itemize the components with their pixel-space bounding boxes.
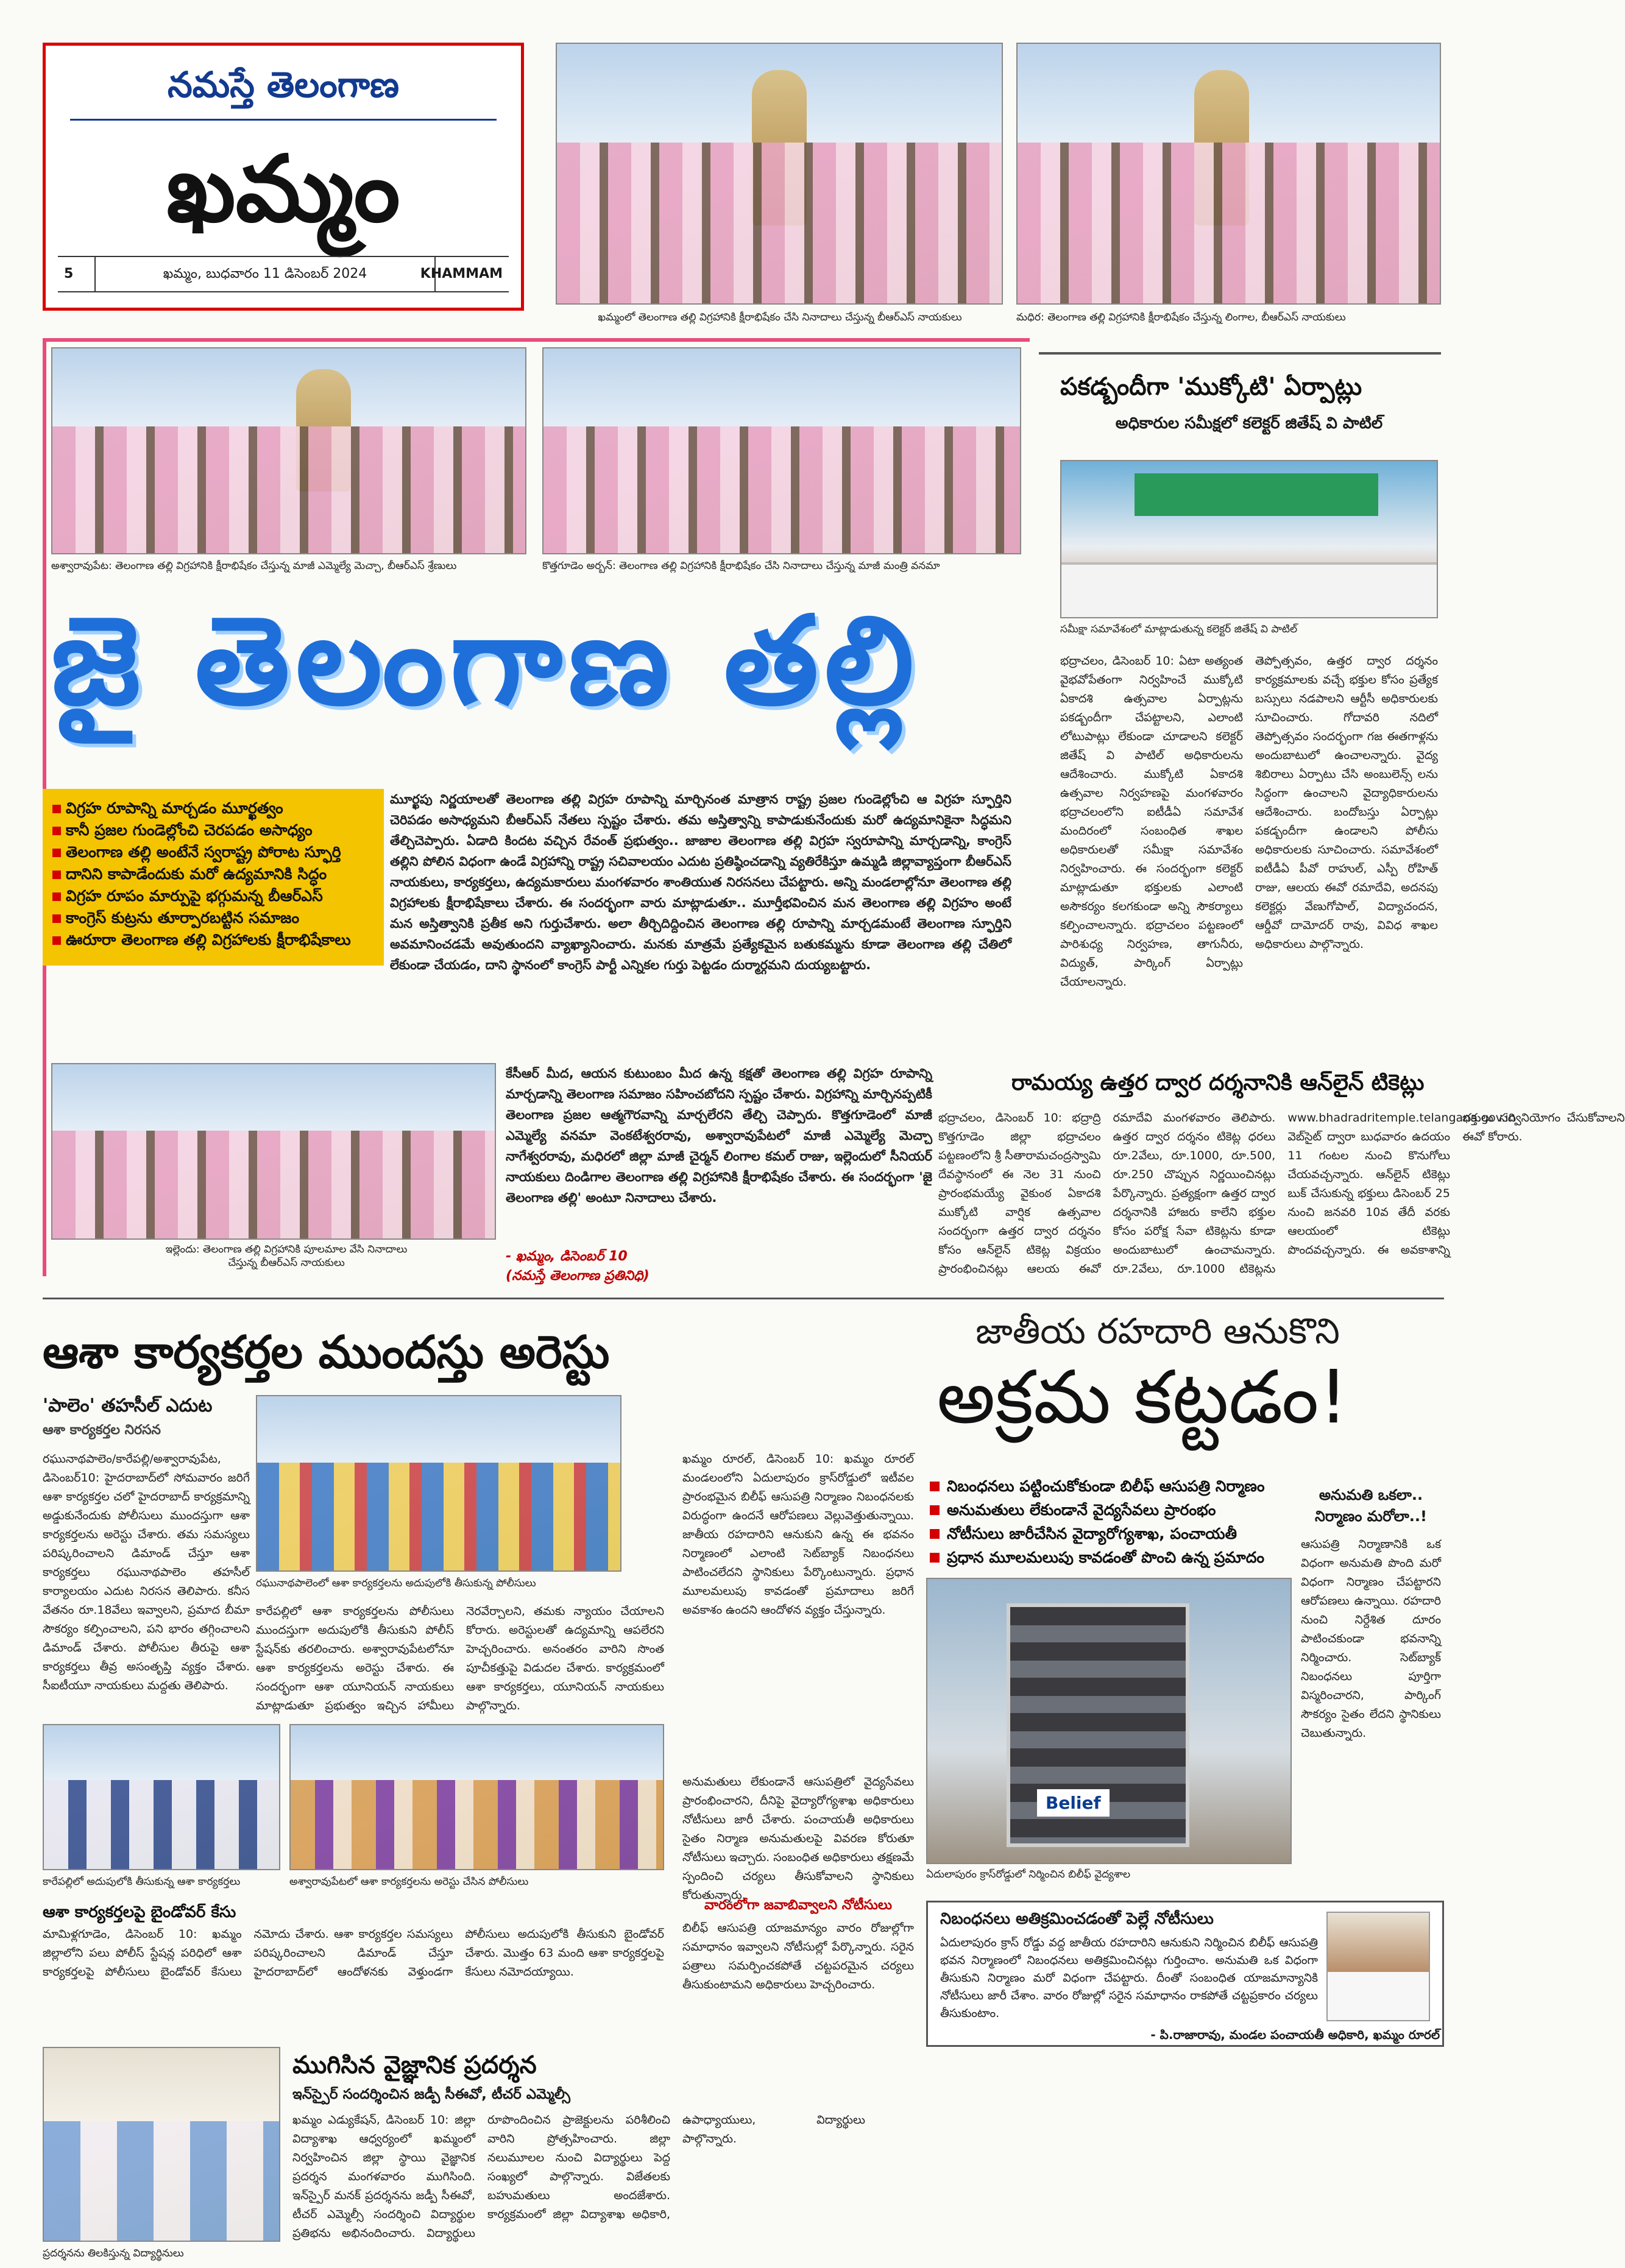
highway-photo-caption: ఏదులాపురం క్రాస్‌రోడ్డులో నిర్మించిన బిలీఫ్ వైద్యశాల	[926, 1868, 1130, 1881]
official-portrait	[1326, 1912, 1430, 2021]
paper-name: నమస్తే తెలంగాణ	[168, 64, 399, 105]
lead-bullet: తెలంగాణ తల్లి అంటేనే స్వరాష్ట్ర పోరాట స్ఫూర్తి	[48, 841, 379, 863]
ramayya-headline: రామయ్య ఉత్తర ద్వార దర్శనానికి ఆన్‌లైన్ టికెట్లు	[1011, 1070, 1425, 1095]
ramayya-body: భద్రాచలం, డిసెంబర్ 10: భద్రాద్రి కొత్తగూడెం జిల్లా భద్రాచలం పట్టణంలోని శ్రీ సీతారామచంద్రస్వామి దేవస్థానంలో ఈ నెల 31 నుంచి ప్రారంభమయ్యే వైకుంఠ ఏకాదశి ముక్కోటి వార్షిక ఉత్సవాల సందర్భంగా ఉత్తర ద్వార దర్శనం కోసం ఆన్‌లైన్ టికెట్ల విక్రయం ప్రారంభించినట్లు ఆలయ ఈవో రమాదేవి మంగళవారం తెలిపారు. ఉత్తర ద్వార దర్శనం టికెట్ల ధరలు రూ.2వేలు, రూ.1000, రూ.500, రూ.250 చొప్పున నిర్ణయించినట్లు పేర్కొన్నారు. ప్రత్యక్షంగా ఉత్తర ద్వార దర్శనానికి హాజరు కాలేని భక్తుల కోసం పరోక్ష సేవా టికెట్లను కూడా అందుబాటులో ఉంచామన్నారు. రూ.2వేలు, రూ.1000 టికెట్లను www.bhadradritemple.telangana.gov.in వెబ్‌సైట్ ద్వారా బుధవారం ఉదయం 11 గంటల నుంచి కొనుగోలు చేయవచ్చన్నారు. ఆన్‌లైన్ టికెట్లు బుక్ చేసుకున్న భక్తులు డిసెంబర్ 25 నుంచి జనవరి 10వ తేదీ వరకు ఆలయంలో టికెట్లు పొందవచ్చన్నారు. ఈ అవకాశాన్ని భక్తులు సద్వినియోగం చేసుకోవాలని ఈవో కోరారు.	[938, 1111, 1625, 1276]
right-column-top-rule	[1039, 352, 1441, 355]
highway-bullet: నిబంధనలు పట్టించుకోకుండా బిలీఫ్ ఆసుపత్రి నిర్మాణం	[926, 1474, 1292, 1498]
top-photo-khammam	[556, 43, 1003, 305]
masthead-footer	[58, 256, 509, 292]
highway-body-1: ఖమ్మం రూరల్, డిసెంబర్ 10: ఖమ్మం రూరల్ మండలంలోని ఏదులాపురం క్రాస్‌రోడ్డులో ఇటీవల ప్రారంభమైన బిలీఫ్ ఆసుపత్రి నిర్మాణం నిబంధనలకు విరుద్ధంగా ఉందనే ఆరోపణలు వెల్లువెత్తుతున్నాయి. జాతీయ రహదారిని ఆనుకుని ఉన్న ఈ భవనం నిర్మాణంలో ఎలాంటి సెట్‌బ్యాక్ నిబంధనలు పాటించలేదని స్థానికులు పేర్కొంటున్నారు. ప్రధాన మూలమలుపు కావడంతో ప్రమాదాలు జరిగే అవకాశం ఉందని ఆందోళన వ్యక్తం చేస్తున్నారు.	[682, 1452, 914, 1617]
asha-headline: ఆశా కార్యకర్తల ముందస్తు అరెస్టు	[43, 1326, 610, 1379]
photo-crowd	[291, 1780, 663, 1869]
science-photo-caption: ప్రదర్శనను తిలకిస్తున్న విద్యార్థినులు	[43, 2247, 184, 2259]
top-photo-caption-1: ఖమ్మంలో తెలంగాణ తల్లి విగ్రహానికి క్షీరాభిషేకం చేసి నినాదాలు చేస్తున్న బీఆర్ఎస్ నాయకులు	[598, 311, 962, 323]
binding-headline: ఆశా కార్యకర్తలపై బైండోవర్ కేసు	[43, 1903, 236, 1921]
photo-crowd	[52, 426, 525, 553]
lead-photo-2	[542, 347, 1021, 554]
asha-subkicker: ఆశా కార్యకర్తల నిరసన	[43, 1422, 161, 1438]
asha-photo-2	[43, 1724, 280, 1870]
lead-photo-caption-2: కొత్తగూడెం అర్బన్: తెలంగాణ తల్లి విగ్రహానికి క్షీరాభిషేకం చేసి నినాదాలు చేస్తున్న మాజీ మంత్రి వనమా	[542, 560, 940, 572]
photo-sky	[52, 348, 525, 426]
meeting-table	[1061, 562, 1437, 617]
edition-name: KHAMMAM	[420, 266, 503, 281]
lead-bullet: విగ్రహ రూపాన్ని మార్చడం మూర్ఖత్వం	[48, 797, 379, 819]
mukkoti-body-1: భద్రాచలం, డిసెంబర్ 10: ఏటా అత్యంత వైభవోపేతంగా నిర్వహించే ముక్కోటి ఏకాదశి ఉత్సవాల ఏర్పాట్లను పకడ్బందీగా చేపట్టాలని, ఎలాంటి లోటుపాట్లు లేకుండా చూడాలని కలెక్టర్ జితేష్ వి పాటిల్ అధికారులను ఆదేశించారు. ముక్కోటి ఏకాదశి ఉత్సవాల నిర్వహణపై మంగళవారం భద్రాచలంలోని ఐటీడీఏ సమావేశ మందిరంలో సంబంధిత శాఖల అధికారులతో సమీక్షా సమావేశం నిర్వహించారు. ఈ సందర్భంగా కలెక్టర్ మాట్లాడుతూ భక్తులకు ఎలాంటి అసౌకర్యం కలగకుండా అన్ని సౌకర్యాలు కల్పించాలన్నారు. భద్రాచలం పట్టణంలో పారిశుధ్య నిర్వహణ, తాగునీరు, విద్యుత్, పార్కింగ్ ఏర్పాట్లు చేయాలన్నారు.	[1060, 654, 1243, 989]
side-body: ఆసుపత్రి నిర్మాణానికి ఒక విధంగా అనుమతి పొంది మరో విధంగా నిర్మాణం చేపట్టారని ఆరోపణలు ఉన్నాయి. రహదారి నుంచి నిర్దేశిత దూరం పాటించకుండా భవనాన్ని నిర్మించారు. సెట్‌బ్యాక్ నిబంధనలు పూర్తిగా విస్మరించారని, పార్కింగ్ సౌకర్యం సైతం లేదని స్థానికులు చెబుతున్నారు.	[1301, 1538, 1441, 1740]
photo-sky	[44, 1725, 279, 1780]
notice-box-body: ఏదులాపురం క్రాస్ రోడ్డు వద్ద జాతీయ రహదారిని ఆనుకుని నిర్మించిన బిలీఫ్ ఆసుపత్రి భవన నిర్మాణంలో నిబంధనలు అతిక్రమించినట్లు గుర్తించాం. అనుమతి ఒక విధంగా తీసుకుని నిర్మాణం మరో విధంగా చేపట్టారు. దీంతో సంబంధిత యాజమాన్యానికి నోటీసులు జారీ చేశాం. వారం రోజుల్లో సరైన సమాధానం రాకపోతే చట్టప్రకారం చర్యలు తీసుకుంటాం.	[940, 1936, 1318, 2020]
highway-bullet: నోటీసులు జారీచేసిన వైద్యారోగ్యశాఖ, పంచాయతీ	[926, 1522, 1292, 1546]
page-number: 5	[64, 266, 74, 281]
side-kicker-2: నిర్మాణం మరోలా..!	[1315, 1508, 1427, 1525]
lead-photo-1	[51, 347, 526, 554]
highway-headline: అక్రమ కట్టడం!	[936, 1355, 1348, 1440]
asha-photo-caption-3: అశ్వారావుపేటలో ఆశా కార్యకర్తలను అరెస్టు చేసిన పోలీసులు	[289, 1876, 529, 1888]
asha-photo-3	[289, 1724, 664, 1870]
notices-kicker: వారంలోగా జవాబివ్వాలని నోటీసులు	[704, 1898, 893, 1913]
meeting-banner	[1135, 473, 1378, 516]
highway-photo	[926, 1578, 1292, 1864]
lead-bullet: కాంగ్రెస్ కుట్రను తూర్పారబట్టిన సమాజం	[48, 907, 379, 929]
photo-crowd	[52, 1131, 495, 1238]
photo-sky	[44, 2048, 279, 2121]
notice-box-attribution: - పి.రాజారావు, మండల పంచాయతీ అధికారి, ఖమ్మం రూరల్	[1150, 2027, 1440, 2042]
photo-sky	[257, 1396, 620, 1463]
lead-photo-caption-1: అశ్వారావుపేట: తెలంగాణ తల్లి విగ్రహానికి క్షీరాభిషేకం చేస్తున్న మాజీ ఎమ్మెల్యే మెచ్చా, బీఆర్ఎస్ శ్రేణులు	[51, 560, 457, 572]
photo-crowd	[44, 1780, 279, 1869]
science-photo	[43, 2047, 280, 2242]
top-photo-madhira	[1016, 43, 1441, 305]
photo-crowd	[557, 143, 1002, 303]
side-kicker-1: అనుమతి ఒకలా..	[1319, 1486, 1423, 1503]
lead-headline: జై తెలంగాణ తల్లి	[51, 589, 920, 732]
asha-kicker: 'పాలెం' తహసీల్ ఎదుట	[43, 1395, 213, 1416]
highway-kicker: జాతీయ రహదారి ఆనుకొని	[975, 1310, 1340, 1352]
lead-bullets-box	[43, 789, 384, 966]
city-name: ఖమ్మం	[166, 135, 400, 242]
science-headline: ముగిసిన వైజ్ఞానిక ప్రదర్శన	[292, 2051, 537, 2079]
lead-body-1: మూర్ఖపు నిర్ణయాలతో తెలంగాణ తల్లి విగ్రహ రూపాన్ని మార్చినంత మాత్రాన రాష్ట్ర ప్రజల గుండెల్లోంచి ఆ విగ్రహ స్ఫూర్తిని చెరిపడం అసాధ్యమని బీఆర్ఎస్ నేతలు స్పష్టం చేశారు. తమ అస్తిత్వాన్ని కాపాడుకునేందుకు మరో ఉద్యమానికైనా సిద్ధమని తేల్చిచెప్పారు. ఏడాది కిందట వచ్చిన రేవంత్ ప్రభుత్వం.. జాజాల తెలంగాణ తల్లి విగ్రహ స్వరూపాన్ని మార్చడాన్ని, కాంగ్రెస్ తల్లిని పోలిన విధంగా ఉండే విగ్రహాన్ని రాష్ట్ర సచివాలయం ఎదుట ప్రతిష్ఠించడాన్ని వ్యతిరేకిస్తూ ఉమ్మడి జిల్లావ్యాప్తంగా బీఆర్ఎస్ నాయకులు, కార్యకర్తలు, ఉద్యమకారులు మంగళవారం శాంతియుత నిరసనలు చేపట్టారు. అన్ని మండలాల్లోనూ తెలంగాణ తల్లి విగ్రహాలకు క్షీరాభిషేకాలు చేశారు. ఈ సందర్భంగా వారు మాట్లాడుతూ.. మూర్తీభవించిన మన తెలంగాణ తల్లి విగ్రహం అంటే మన అస్తిత్వానికి ప్రతీక అని గుర్తుచేశారు. అలా తీర్చిదిద్దించిన తెలంగాణ తల్లి రూపాన్ని మార్చడమంటే తెలంగాణ స్ఫూర్తిని అవమానించడమే అవుతుందని వ్యాఖ్యానించారు. మనకు మాత్రమే ప్రత్యేకమైన బతుకమ్మను కూడా తెలంగాణ తల్లి చేతిలో లేకుండా చేయడం, దాని స్థానంలో కాంగ్రెస్ పార్టీ ఎన్నికల గుర్తు పెట్టడం దుర్మార్గమని దుయ్యబట్టారు.	[390, 792, 1011, 972]
highway-bullets	[926, 1474, 1292, 1569]
photo-sky	[543, 348, 1020, 426]
highway-body-3: బిలీఫ్ ఆసుపత్రి యాజమాన్యం వారం రోజుల్లోగా సమాధానం ఇవ్వాలని నోటీసుల్లో పేర్కొన్నారు. సరైన పత్రాలు సమర్పించకపోతే చట్టపరమైన చర్యలు తీసుకుంటామని అధికారులు హెచ్చరించారు.	[682, 1921, 914, 1991]
masthead	[43, 43, 524, 311]
masthead-rule	[70, 119, 497, 121]
asha-photo-caption-2: కారేపల్లిలో అదుపులోకి తీసుకున్న ఆశా కార్యకర్తలు	[43, 1876, 241, 1888]
mid-rule	[43, 1298, 1444, 1299]
highway-bullet: అనుమతులు లేకుండానే వైద్యసేవలు ప్రారంభం	[926, 1498, 1292, 1522]
notice-box-headline: నిబంధనలు అతిక్రమించడంతో పెల్లే నోటీసులు	[940, 1910, 1214, 1928]
lead-bullet: విగ్రహ రూపం మార్పుపై భగ్గుమన్న బీఆర్ఎస్	[48, 885, 379, 907]
science-subhead: ఇన్‌స్పైర్ సందర్శించిన జడ్పీ సీఈవో, టీచర్ ఎమ్మెల్సీ	[292, 2086, 571, 2102]
highway-body-2: అనుమతులు లేకుండానే ఆసుపత్రిలో వైద్యసేవలు ప్రారంభించారని, దీనిపై వైద్యారోగ్యశాఖ అధికారులు నోటీసులు జారీ చేశారు. పంచాయతీ అధికారులు సైతం నిర్మాణ అనుమతులపై వివరణ కోరుతూ నోటీసులు ఇచ్చారు. సంబంధిత అధికారులు తక్షణమే స్పందించి చర్యలు తీసుకోవాలని స్థానికులు కోరుతున్నారు.	[682, 1775, 914, 1902]
photo-sky	[52, 1064, 495, 1131]
photo-crowd	[1018, 143, 1440, 303]
lead-photo-3	[51, 1063, 496, 1240]
lead-byline: (నమస్తే తెలంగాణ ప్రతినిధి)	[506, 1268, 650, 1284]
lead-photo-caption-3: ఇల్లెందు: తెలంగాణ తల్లి విగ్రహానికి పూలమాల వేసి నినాదాలు చేస్తున్న బీఆర్ఎస్ నాయకులు	[165, 1243, 408, 1269]
binding-body: మామిళ్లగూడెం, డిసెంబర్ 10: ఖమ్మం జిల్లాలోని పలు పోలీస్ స్టేషన్ల పరిధిలో ఆశా కార్యకర్తలపై పోలీసులు బైండోవర్ కేసులు నమోదు చేశారు. ఆశా కార్యకర్తల సమస్యలు పరిష్కరించాలని డిమాండ్ చేస్తూ హైదరాబాద్‌లో ఆందోళనకు వెళ్తుండగా పోలీసులు అదుపులోకి తీసుకుని బైండోవర్ చేశారు. మొత్తం 63 మంది ఆశా కార్యకర్తలపై కేసులు నమోదయ్యాయి.	[43, 1927, 664, 1979]
notice-box	[926, 1901, 1444, 2047]
photo-crowd	[257, 1463, 620, 1570]
mukkoti-body-2: తెప్పోత్సవం, ఉత్తర ద్వార దర్శనం కార్యక్రమాలకు వచ్చే భక్తుల కోసం ప్రత్యేక బస్సులు నడపాలని ఆర్టీసీ అధికారులకు సూచించారు. గోదావరి నదిలో తెప్పోత్సవం సందర్భంగా గజ ఈతగాళ్లను అందుబాటులో ఉంచాలన్నారు. వైద్య శిబిరాలు ఏర్పాటు చేసి అంబులెన్స్ లను సిద్ధంగా ఉంచాలని వైద్యాధికారులను ఆదేశించారు. బందోబస్తు ఏర్పాట్లు పకడ్బందీగా ఉండాలని పోలీసు అధికారులకు సూచించారు. సమావేశంలో ఐటీడీఏ పీవో రాహుల్, ఎస్పీ రోహిత్ రాజు, ఆలయ ఈవో రమాదేవి, అదనపు కలెక్టర్లు వేణుగోపాల్, విద్యాచందన, ఆర్డీవో దామోదర్ రావు, వివిధ శాఖల అధికారులు పాల్గొన్నారు.	[1255, 654, 1438, 951]
dateline: ఖమ్మం, బుధవారం 11 డిసెంబర్ 2024	[94, 257, 436, 291]
photo-crowd	[44, 2121, 279, 2241]
asha-photo-caption-1: రఘునాథపాలెంలో ఆశా కార్యకర్తలను అదుపులోకి తీసుకున్న పోలీసులు	[256, 1577, 536, 1589]
science-body: ఖమ్మం ఎడ్యుకేషన్, డిసెంబర్ 10: జిల్లా విద్యాశాఖ ఆధ్వర్యంలో ఖమ్మంలో నిర్వహించిన జిల్లా స్థాయి వైజ్ఞానిక ప్రదర్శన మంగళవారం ముగిసింది. ఇన్‌స్పైర్ మనక్ ప్రదర్శనను జడ్పీ సీఈవో, టీచర్ ఎమ్మెల్సీ సందర్శించి విద్యార్థుల ప్రతిభను అభినందించారు. విద్యార్థులు రూపొందించిన ప్రాజెక్టులను పరిశీలించి వారిని ప్రోత్సహించారు. జిల్లా నలుమూలల నుంచి విద్యార్థులు పెద్ద సంఖ్యలో పాల్గొన్నారు. విజేతలకు బహుమతులు అందజేశారు. కార్యక్రమంలో జిల్లా విద్యాశాఖ అధికారి, ఉపాధ్యాయులు, విద్యార్థులు పాల్గొన్నారు.	[292, 2113, 865, 2240]
lead-bullet: కానీ ప్రజల గుండెల్లోంచి చెరపడం అసాధ్యం	[48, 819, 379, 841]
photo-sky	[291, 1725, 663, 1780]
mukkoti-photo-caption: సమీక్షా సమావేశంలో మాట్లాడుతున్న కలెక్టర్ జితేష్ వి పాటిల్	[1060, 623, 1298, 635]
mukkoti-headline: పకడ్బందీగా 'ముక్కోటి' ఏర్పాట్లు	[1060, 373, 1362, 401]
lead-bullet: ఊరూరా తెలంగాణ తల్లి విగ్రహాలకు క్షీరాభిషేకాలు	[48, 929, 379, 951]
top-photo-caption-2: మధిర: తెలంగాణ తల్లి విగ్రహానికి క్షీరాభిషేకం చేస్తున్న లింగాల, బీఆర్ఎస్ నాయకులు	[1016, 311, 1346, 323]
lead-dateline: - ఖమ్మం, డిసెంబర్ 10	[506, 1249, 628, 1264]
asha-photo-1	[256, 1395, 621, 1572]
lead-body-2: కేసీఆర్ మీద, ఆయన కుటుంబం మీద ఉన్న కక్షతో తెలంగాణ తల్లి విగ్రహ రూపాన్ని మార్చడాన్ని తెలంగాణ సమాజం సహించబోదని స్పష్టం చేశారు. విగ్రహాన్ని మార్చినప్పటికీ తెలంగాణ ప్రజల ఆత్మగౌరవాన్ని మార్చలేరని తేల్చి చెప్పారు. కొత్తగూడెంలో మాజీ ఎమ్మెల్యే వనమా వెంకటేశ్వరరావు, అశ్వారావుపేటలో మాజీ ఎమ్మెల్యే మెచ్చా నాగేశ్వరరావు, మధిరలో జిల్లా మాజీ చైర్మన్ లింగాల కమల్ రాజు, ఇల్లెందులో సీనియర్ నాయకులు దిండిగాల తెలంగాణ తల్లి విగ్రహానికి క్షీరాభిషేకం చేశారు. ఈ సందర్భంగా 'జై తెలంగాణ తల్లి' అంటూ నినాదాలు చేశారు.	[506, 1066, 932, 1205]
asha-body-1: రఘునాథపాలెం/కారేపల్లి/అశ్వారావుపేట, డిసెంబర్10: హైదరాబాద్‌లో సోమవారం జరిగే ఆశా కార్యకర్తల చలో హైదరాబాద్ కార్యక్రమాన్ని అడ్డుకునేందుకు పోలీసులు ముందస్తుగా ఆశా కార్యకర్తలను అరెస్టు చేశారు. తమ సమస్యలు పరిష్కరించాలని డిమాండ్ చేస్తూ ఆశా కార్యకర్తలు రఘునాథపాలెం తహసీల్ కార్యాలయం ఎదుట నిరసన తెలిపారు. కనీస వేతనం రూ.18వేలు ఇవ్వాలని, ప్రమాద బీమా సౌకర్యం కల్పించాలని, పని భారం తగ్గించాలని డిమాండ్ చేశారు. పోలీసుల తీరుపై ఆశా కార్యకర్తలు తీవ్ర అసంతృప్తి వ్యక్తం చేశారు. సీఐటీయూ నాయకులు మద్దతు తెలిపారు.	[43, 1452, 250, 1692]
asha-body-2: కారేపల్లిలో ఆశా కార్యకర్తలను పోలీసులు ముందస్తుగా అదుపులోకి తీసుకుని పోలీస్ స్టేషన్‌కు తరలించారు. అశ్వారావుపేటలోనూ ఆశా కార్యకర్తలను అరెస్టు చేశారు. ఈ సందర్భంగా ఆశా యూనియన్ నాయకులు మాట్లాడుతూ ప్రభుత్వం ఇచ్చిన హామీలు నెరవేర్చాలని, తమకు న్యాయం చేయాలని కోరారు. అరెస్టులతో ఉద్యమాన్ని ఆపలేరని హెచ్చరించారు. అనంతరం వారిని సొంత పూచీకత్తుపై విడుదల చేశారు. కార్యక్రమంలో ఆశా కార్యకర్తలు, యూనియన్ నాయకులు పాల్గొన్నారు.	[256, 1605, 664, 1712]
mukkoti-photo	[1060, 460, 1438, 618]
hospital-sign: Belief	[1037, 1789, 1110, 1817]
mukkoti-subhead: అధికారుల సమీక్షలో కలెక్టర్ జితేష్ వి పాటిల్	[1115, 414, 1383, 433]
highway-bullet: ప్రధాన మూలమలుపు కావడంతో పొంచి ఉన్న ప్రమాదం	[926, 1546, 1292, 1569]
photo-crowd	[543, 426, 1020, 553]
lead-bullet: దానిని కాపాడేందుకు మరో ఉద్యమానికి సిద్ధం	[48, 863, 379, 885]
